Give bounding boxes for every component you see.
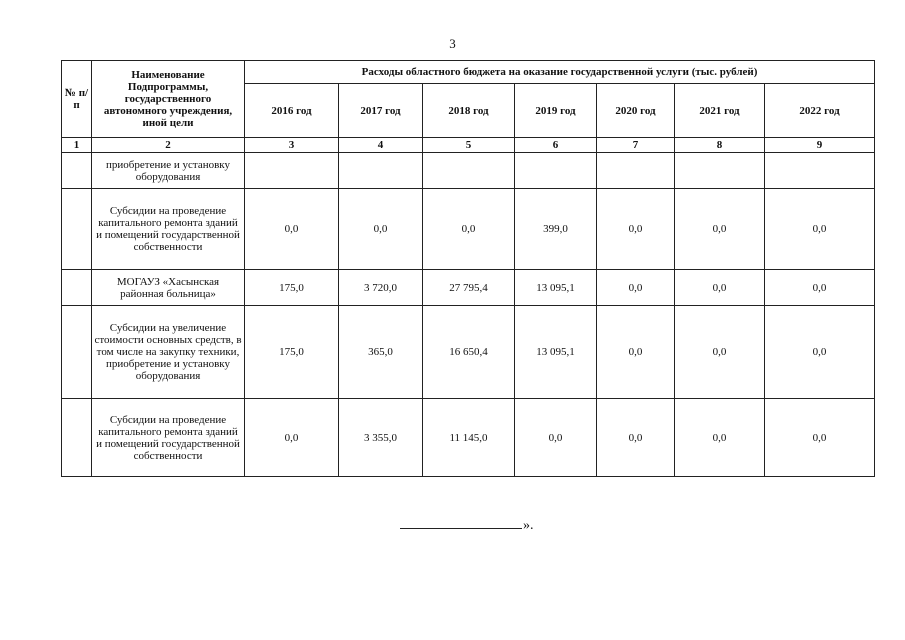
row-value: 0,0 — [765, 270, 875, 306]
header-year: 2018 год — [423, 84, 515, 138]
header-year: 2021 год — [675, 84, 765, 138]
row-value: 175,0 — [245, 306, 339, 399]
column-number: 1 — [62, 138, 92, 153]
row-value: 0,0 — [597, 189, 675, 270]
column-number: 4 — [339, 138, 423, 153]
header-year: 2020 год — [597, 84, 675, 138]
row-value: 0,0 — [245, 189, 339, 270]
column-number: 7 — [597, 138, 675, 153]
signature-rule — [400, 527, 522, 529]
row-num — [62, 270, 92, 306]
row-name: приобретение и установку оборудования — [92, 153, 245, 189]
row-value: 0,0 — [765, 306, 875, 399]
row-num — [62, 399, 92, 477]
column-number: 8 — [675, 138, 765, 153]
closing-line — [400, 518, 534, 534]
header-row-top — [62, 61, 875, 84]
row-value: 0,0 — [597, 306, 675, 399]
column-number: 5 — [423, 138, 515, 153]
row-value: 0,0 — [245, 399, 339, 477]
row-name: Субсидии на проведение капитального ремонта зданий и помещений государственной собственности — [92, 399, 245, 477]
column-number: 3 — [245, 138, 339, 153]
header-year: 2019 год — [515, 84, 597, 138]
table-row — [62, 189, 875, 270]
header-year: 2022 год — [765, 84, 875, 138]
row-value: 0,0 — [675, 270, 765, 306]
table-row — [62, 399, 875, 477]
row-num — [62, 153, 92, 189]
header-num: № п/п — [62, 61, 92, 138]
row-value: 0,0 — [765, 189, 875, 270]
row-value — [675, 153, 765, 189]
row-value — [245, 153, 339, 189]
row-value: 3 720,0 — [339, 270, 423, 306]
table-row — [62, 270, 875, 306]
row-num — [62, 306, 92, 399]
row-value: 0,0 — [597, 270, 675, 306]
row-value: 0,0 — [675, 189, 765, 270]
row-value: 175,0 — [245, 270, 339, 306]
row-name: МОГАУЗ «Хасынская районная больница» — [92, 270, 245, 306]
page-number: 3 — [449, 36, 456, 51]
row-value — [339, 153, 423, 189]
header-name: Наименование Подпрограммы, государственного автономного учреждения, иной цели — [92, 61, 245, 138]
row-num — [62, 189, 92, 270]
row-value: 365,0 — [339, 306, 423, 399]
budget-table — [61, 60, 875, 477]
row-value: 0,0 — [597, 399, 675, 477]
row-value — [515, 153, 597, 189]
row-value: 13 095,1 — [515, 270, 597, 306]
closing-quote: ». — [523, 518, 534, 533]
row-value: 0,0 — [675, 306, 765, 399]
header-year: 2017 год — [339, 84, 423, 138]
row-value: 0,0 — [675, 399, 765, 477]
row-value: 0,0 — [765, 399, 875, 477]
row-value: 11 145,0 — [423, 399, 515, 477]
column-number: 6 — [515, 138, 597, 153]
row-value — [765, 153, 875, 189]
row-value: 399,0 — [515, 189, 597, 270]
row-value: 0,0 — [515, 399, 597, 477]
table-row — [62, 153, 875, 189]
row-name: Субсидии на увеличение стоимости основных средств, в том числе на закупку техники, приобретение и установку оборудования — [92, 306, 245, 399]
row-value — [423, 153, 515, 189]
header-year: 2016 год — [245, 84, 339, 138]
row-value: 0,0 — [339, 189, 423, 270]
row-value: 13 095,1 — [515, 306, 597, 399]
table-row — [62, 306, 875, 399]
header-expenses: Расходы областного бюджета на оказание государственной услуги (тыс. рублей) — [245, 61, 875, 84]
row-value: 27 795,4 — [423, 270, 515, 306]
row-value: 3 355,0 — [339, 399, 423, 477]
row-name: Субсидии на проведение капитального ремонта зданий и помещений государственной собственности — [92, 189, 245, 270]
row-value: 16 650,4 — [423, 306, 515, 399]
row-value: 0,0 — [423, 189, 515, 270]
column-number: 2 — [92, 138, 245, 153]
row-value — [597, 153, 675, 189]
column-number-row — [62, 138, 875, 153]
column-number: 9 — [765, 138, 875, 153]
